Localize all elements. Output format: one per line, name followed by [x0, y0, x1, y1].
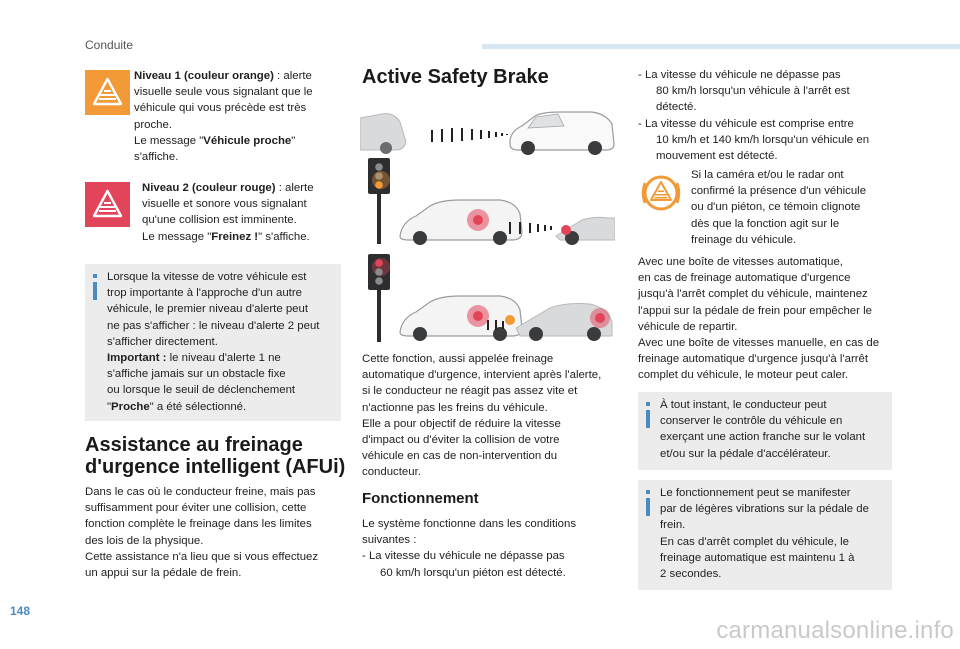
conditions-list: - La vitesse du véhicule ne dépasse pas 80 km/h lorsqu'un véhicule à l'arrêt est détecté. - La vitesse du véhicule est comprise entre 10 km/h et 140 km/h lorsqu'un véhicule en mouvement est détecté.	[638, 69, 870, 163]
gearbox-text: Avec une boîte de vitesses automatique, en cas de freinage automatique d'urgence jusqu'à l'arrêt complet du véhicule, maintenez l'appui sur la pédale de frein pour empêcher le véhicule de repartir. Avec une boîte de vitesses manuelle, en cas de freinage automatique d'urgence jusqu'à l'arrêt complet du véhicule, le moteur peut caler.	[638, 256, 880, 382]
fonctionnement-heading: Fonctionnement	[362, 490, 479, 507]
info-icon-dot	[646, 402, 650, 406]
active-safety-brake-warning-icon	[639, 171, 683, 215]
info-icon-bar	[646, 410, 650, 428]
info-box-text: À tout instant, le conducteur peut conserver le contrôle du véhicule en exerçant une action franche sur le volant et/ou sur la pédale d'accélérateur.	[660, 399, 866, 460]
info-icon-bar	[93, 282, 97, 300]
asb-text: Cette fonction, aussi appelée freinage automatique d'urgence, intervient après l'alerte, si le conducteur ne réagit pas assez vite et n'actionne pas les freins du véhicule. Elle a pour objectif de réduire la vitesse d'impact ou d'éviter la collision de votre véhicule en cas de non-intervention du conducteur.	[362, 353, 602, 479]
info-box-vibrations	[638, 480, 892, 590]
info-box-text: Lorsque la vitesse de votre véhicule est trop importante à l'approche d'un autre véhicule, le premier niveau d'alerte peut ne pas s'afficher : le niveau d'alerte 2 peut s'afficher directement. Important : le niveau d'alerte 1 ne s'affiche jamais sur un obstacle fixe ou lorsque le seuil de déclenchement "Proche" a été sélectionné.	[107, 271, 320, 413]
asb-icon-description: Si la caméra et/ou le radar ont confirmé la présence d'un véhicule ou d'un piéton, ce témoin clignote dès que la fonction agit sur le freinage du véhicule.	[691, 169, 867, 246]
info-icon-bar	[646, 498, 650, 516]
afu-text: Dans le cas où le conducteur freine, mais pas suffisamment pour éviter une collision, cette fonction complète le freinage dans les limites des lois de la physique. Cette assistance n'a lieu que si vous effectuez un appui sur la pédale de frein.	[85, 486, 319, 580]
info-icon-dot	[646, 490, 650, 494]
collision-warning-orange-icon	[85, 70, 130, 115]
illustration-car-following	[360, 100, 615, 158]
info-box-text: Le fonctionnement peut se manifester par de légères vibrations sur la pédale de frein. En cas d'arrêt complet du véhicule, le freinage automatique est maintenu 1 à 2 secondes.	[660, 487, 869, 581]
watermark: carmanualsonline.info	[716, 617, 954, 644]
collision-warning-red-icon	[85, 182, 130, 227]
info-box-warning-levels	[85, 264, 341, 421]
page-number: 148	[10, 604, 31, 618]
illustration-car-braking-alert	[360, 156, 615, 246]
illustration-emergency-braking	[360, 250, 615, 345]
asb-heading: Active Safety Brake	[362, 66, 549, 88]
header-bar	[482, 44, 960, 49]
section-title: Conduite	[85, 38, 134, 52]
afu-heading: Assistance au freinage d'urgence intelligent (AFUi)	[85, 434, 346, 478]
fonctionnement-text: Le système fonctionne dans les conditions suivantes : - La vitesse du véhicule ne dépasse pas 60 km/h lorsqu'un piéton est détecté.	[362, 518, 577, 579]
info-icon-dot	[93, 274, 97, 278]
level1-text: Niveau 1 (couleur orange) : alerte visuelle seule vous signalant que le véhicule qui vous précède est très proche. Le message "Véhicule proche" s'affiche.	[134, 70, 313, 164]
info-box-driver-control	[638, 392, 892, 470]
level2-text: Niveau 2 (couleur rouge) : alerte visuelle et sonore vous signalant qu'une collision est imminente. Le message "Freinez !" s'affiche.	[142, 182, 314, 243]
